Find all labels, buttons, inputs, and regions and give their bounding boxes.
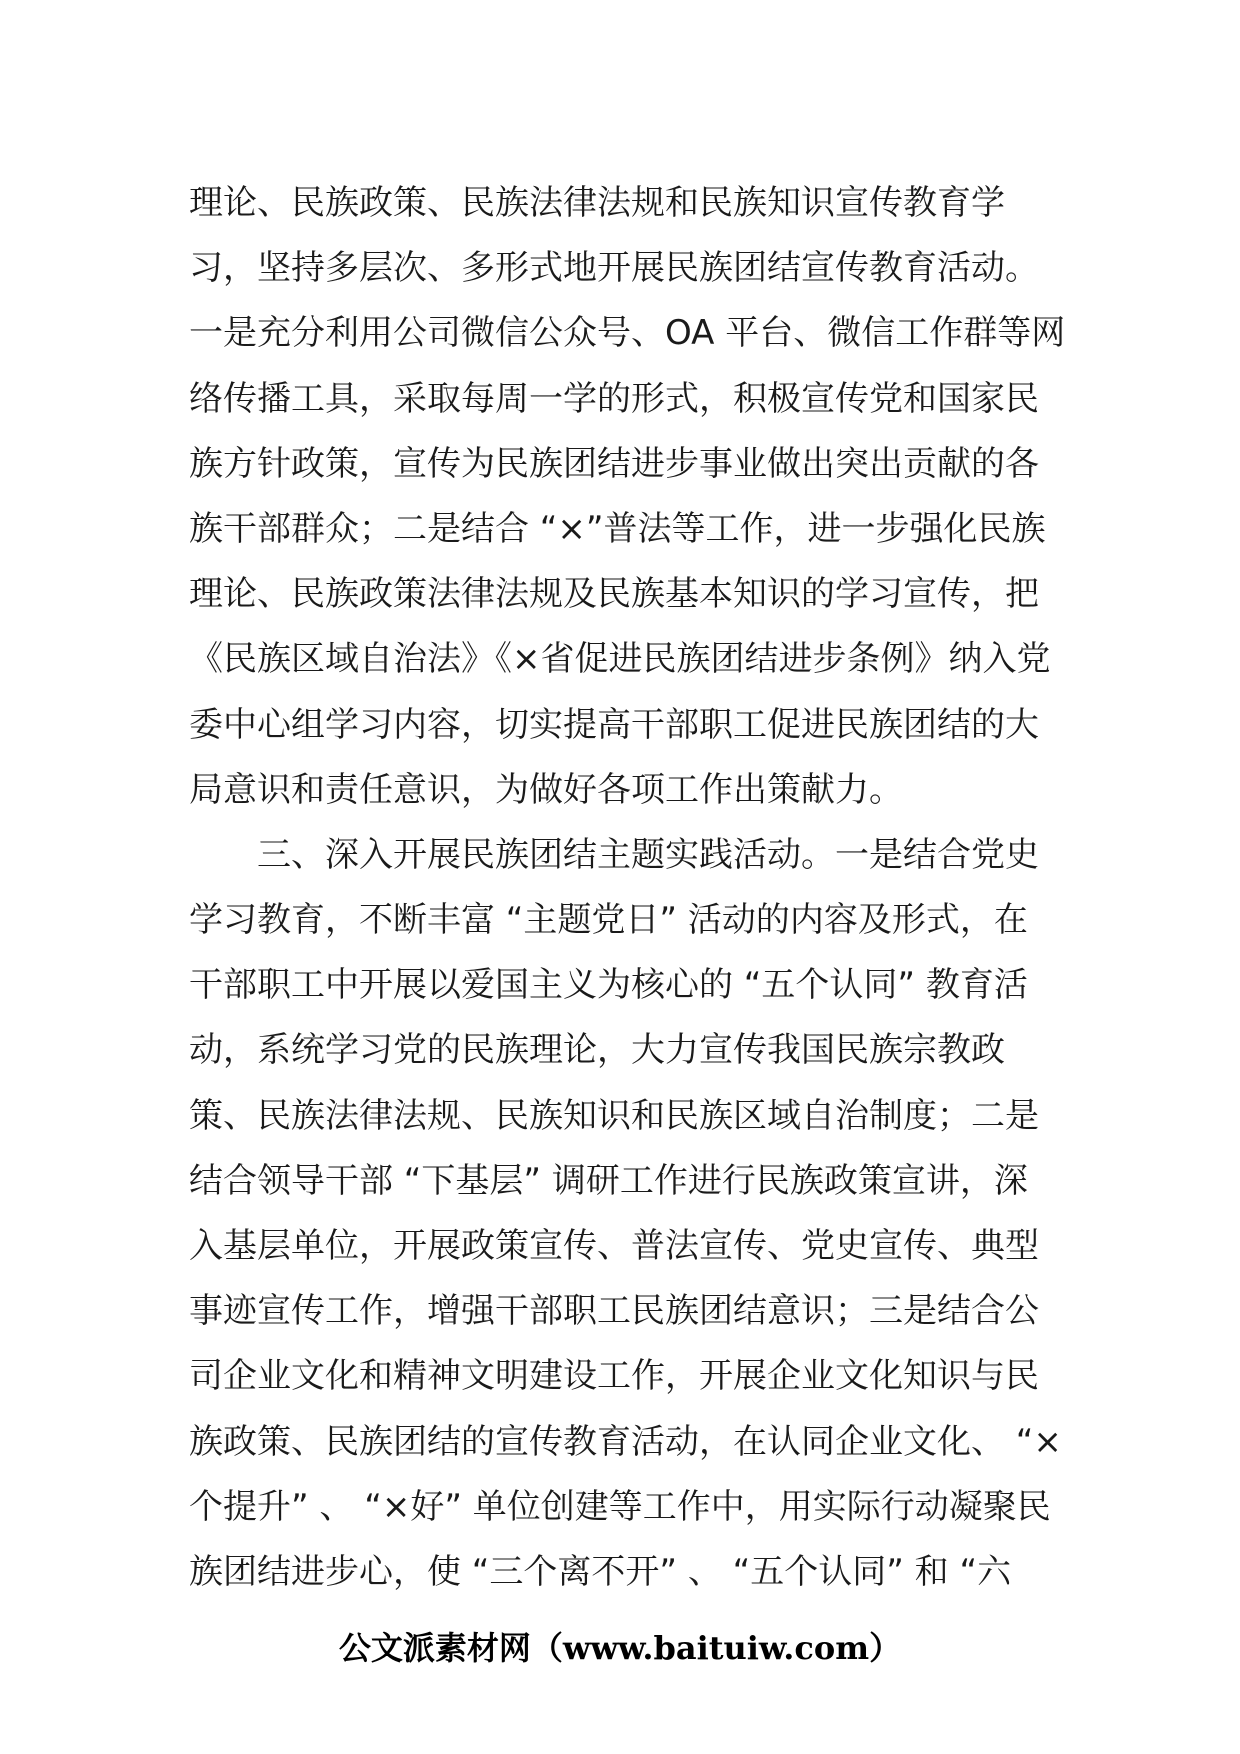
- text-line: 学习教育，不断丰富 “主题党日” 活动的内容及形式，在: [189, 900, 1028, 941]
- text-line: 族团结进步心，使 “三个离不开” 、 “五个认同” 和 “六: [189, 1551, 1012, 1592]
- text-line: 族政策、民族团结的宣传教育活动，在认同企业文化、 “×: [189, 1421, 1062, 1462]
- text-line: 族方针政策，宣传为民族团结进步事业做出突出贡献的各: [189, 443, 1039, 484]
- text-line: 族干部群众；二是结合 “×”普法等工作，进一步强化民族: [189, 508, 1046, 549]
- text-line: 《民族区域自治法》《×省促进民族团结进步条例》纳入党: [189, 639, 1051, 680]
- text-line: 事迹宣传工作，增强干部职工民族团结意识；三是结合公: [189, 1291, 1039, 1332]
- text-line: 络传播工具，采取每周一学的形式，积极宣传党和国家民: [189, 378, 1039, 419]
- text-line: 结合领导干部 “下基层” 调研工作进行民族政策宣讲，深: [189, 1160, 1028, 1201]
- text-line: 理论、民族政策、民族法律法规和民族知识宣传教育学: [189, 183, 1005, 223]
- footer-watermark-text: 公文派素材网（www.baituiw.com）: [338, 1629, 902, 1667]
- text-line: 司企业文化和精神文明建设工作，开展企业文化知识与民: [189, 1356, 1039, 1397]
- text-line: 入基层单位，开展政策宣传、普法宣传、党史宣传、典型: [189, 1226, 1039, 1266]
- text-line: 委中心组学习内容，切实提高干部职工促进民族团结的大: [189, 704, 1039, 745]
- text-line: 习，坚持多层次、多形式地开展民族团结宣传教育活动。: [189, 248, 1039, 289]
- text-line: 策、民族法律法规、民族知识和民族区域自治制度；二是: [189, 1095, 1039, 1136]
- text-line: 理论、民族政策法律法规及民族基本知识的学习宣传，把: [189, 574, 1039, 615]
- text-line: 个提升” 、 “×好” 单位创建等工作中，用实际行动凝聚民: [189, 1486, 1051, 1527]
- text-line: 干部职工中开展以爱国主义为核心的 “五个认同” 教育活: [189, 965, 1028, 1006]
- document-body: [189, 171, 1066, 1605]
- section-heading-line: 三、深入开展民族团结主题实践活动。一是结合党史: [257, 834, 1039, 875]
- text-line: 一是充分利用公司微信公众号、OA 平台、微信工作群等网: [189, 313, 1066, 354]
- text-line: 动，系统学习党的民族理论，大力宣传我国民族宗教政: [189, 1030, 1005, 1071]
- text-line: 局意识和责任意识，为做好各项工作出策献力。: [189, 769, 903, 810]
